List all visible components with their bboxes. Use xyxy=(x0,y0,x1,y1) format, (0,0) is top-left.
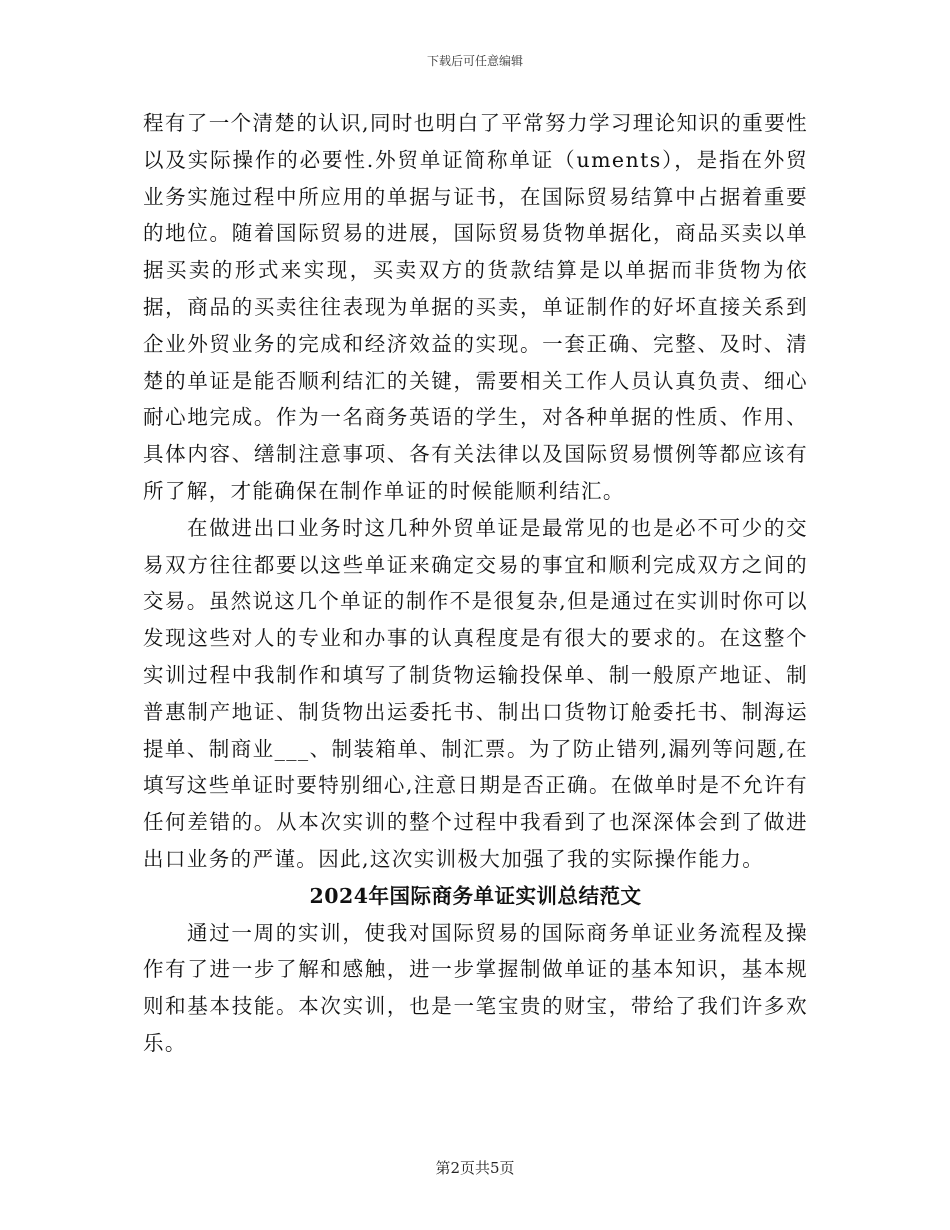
page-header-note: 下载后可任意编辑 xyxy=(426,54,523,68)
document-body xyxy=(143,105,808,1062)
body-paragraph-1: 程有了一个清楚的认识,同时也明白了平常努力学习理论知识的重要性以及实际操作的必要性.外贸单证简称单证（uments），是指在外贸业务实施过程中所应用的单据与证书，在国际贸易结算中占据着重要的地位。随着国际贸易的进展，国际贸易货物单据化，商品买卖以单据买卖的形式来实现，买卖双方的货款结算是以单据而非货物为依据，商品的买卖往往表现为单据的买卖，单证制作的好坏直接关系到企业外贸业务的完成和经济效益的实现。一套正确、完整、及时、清楚的单证是能否顺利结汇的关键，需要相关工作人员认真负责、细心耐心地完成。作为一名商务英语的学生，对各种单据的性质、作用、具体内容、缮制注意事项、各有关法律以及国际贸易惯例等都应该有所了解，才能确保在制作单证的时候能顺利结汇。 xyxy=(143,111,808,503)
section-title: 2024年国际商务单证实训总结范文 xyxy=(309,883,642,908)
body-paragraph-3: 通过一周的实训，使我对国际贸易的国际商务单证业务流程及操作有了进一步了解和感触，进一步掌握制做单证的基本知识，基本规则和基本技能。本次实训，也是一笔宝贵的财宝，带给了我们许多欢乐。 xyxy=(143,920,808,1055)
body-paragraph-2: 在做进出口业务时这几种外贸单证是最常见的也是必不可少的交易双方往往都要以这些单证来确定交易的事宜和顺利完成双方之间的交易。虽然说这几个单证的制作不是很复杂,但是通过在实训时你可以发现这些对人的专业和办事的认真程度是有很大的要求的。在这整个实训过程中我制作和填写了制货物运输投保单、制一般原产地证、制普惠制产地证、制货物出运委托书、制出口货物订舱委托书、制海运提单、制商业___、制装箱单、制汇票。为了防止错列,漏列等问题,在填写这些单证时要特别细心,注意日期是否正确。在做单时是不允许有任何差错的。从本次实训的整个过程中我看到了也深深体会到了做进出口业务的严谨。因此,这次实训极大加强了我的实际操作能力。 xyxy=(143,515,808,871)
page-number: 第2页共5页 xyxy=(435,1159,515,1177)
